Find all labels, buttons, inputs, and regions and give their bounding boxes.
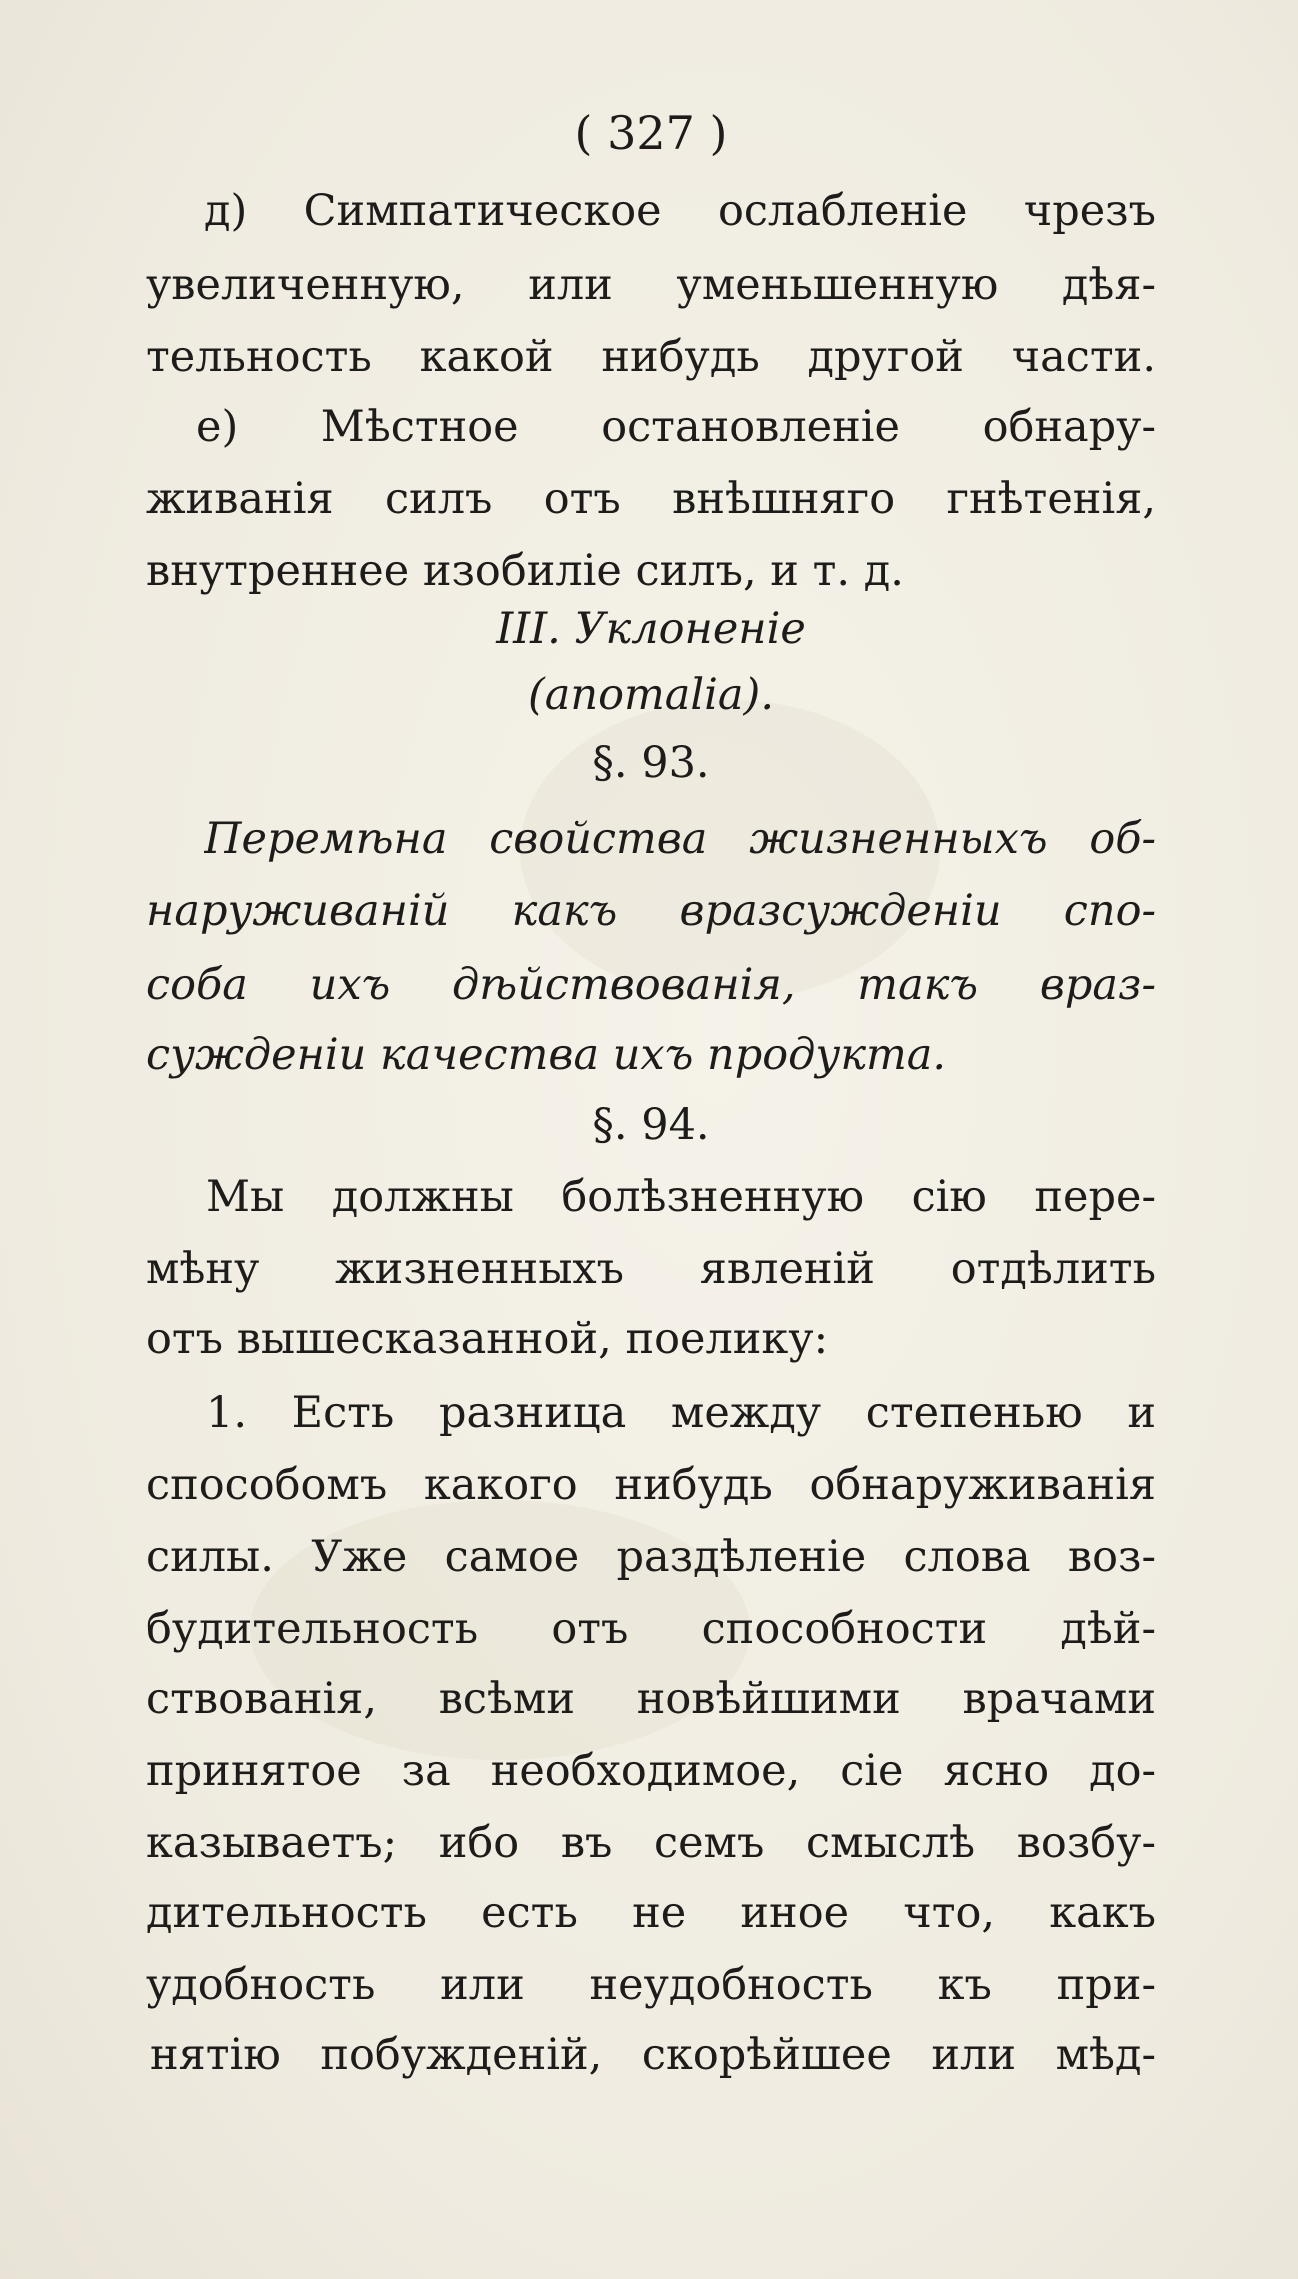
text-line: мѣну жизненныхъ явленій отдѣлить (146, 1244, 1156, 1294)
text-line: Мы должны болѣзненную сію пере- (206, 1172, 1156, 1222)
text-line: д) Симпатическое ослабленіе чрезъ (204, 186, 1156, 236)
paragraph-number: §. 93. (592, 738, 710, 788)
paragraph-number: §. 94. (592, 1100, 710, 1150)
text-line: казываетъ; ибо въ семъ смыслѣ возбу- (146, 1818, 1156, 1868)
text-line: живанія силъ отъ внѣшняго гнѣтенія, (146, 474, 1156, 524)
text-line: принятое за необходимое, сіе ясно до- (146, 1746, 1156, 1796)
text-line: нятію побужденій, скорѣйшее или мѣд- (150, 2030, 1156, 2080)
text-line: удобность или неудобность къ при- (146, 1960, 1156, 2010)
section-heading: III. Уклоненіе (496, 604, 806, 654)
text-line: тельность какой нибудь другой части. (146, 332, 1156, 382)
text-line: силы. Уже самое раздѣленіе слова воз- (146, 1532, 1156, 1582)
text-line: Перемѣна свойства жизненныхъ об- (204, 814, 1156, 864)
text-line: наруживаній какъ вразсужденіи спо- (146, 886, 1156, 936)
text-line: будительность отъ способности дѣй- (146, 1604, 1156, 1654)
text-line: отъ вышесказанной, поелику: (146, 1314, 829, 1364)
page-number: ( 327 ) (574, 106, 728, 160)
text-line: сужденіи качества ихъ продукта. (146, 1030, 947, 1080)
text-line: внутреннее изобиліе силъ, и т. д. (146, 546, 904, 596)
text-line: 1. Есть разница между степенью и (206, 1388, 1156, 1438)
section-subheading: (anomalia). (528, 670, 774, 720)
text-line: дительность есть не иное что, какъ (146, 1888, 1156, 1938)
text-line: е) Мѣстное остановленіе обнару- (196, 402, 1156, 452)
text-line: ствованія, всѣми новѣйшими врачами (146, 1674, 1156, 1724)
text-line: увеличенную, или уменьшенную дѣя- (146, 260, 1156, 310)
text-line: способомъ какого нибудь обнаруживанія (146, 1460, 1156, 1510)
text-line: соба ихъ дѣйствованія, такъ враз- (146, 960, 1156, 1010)
